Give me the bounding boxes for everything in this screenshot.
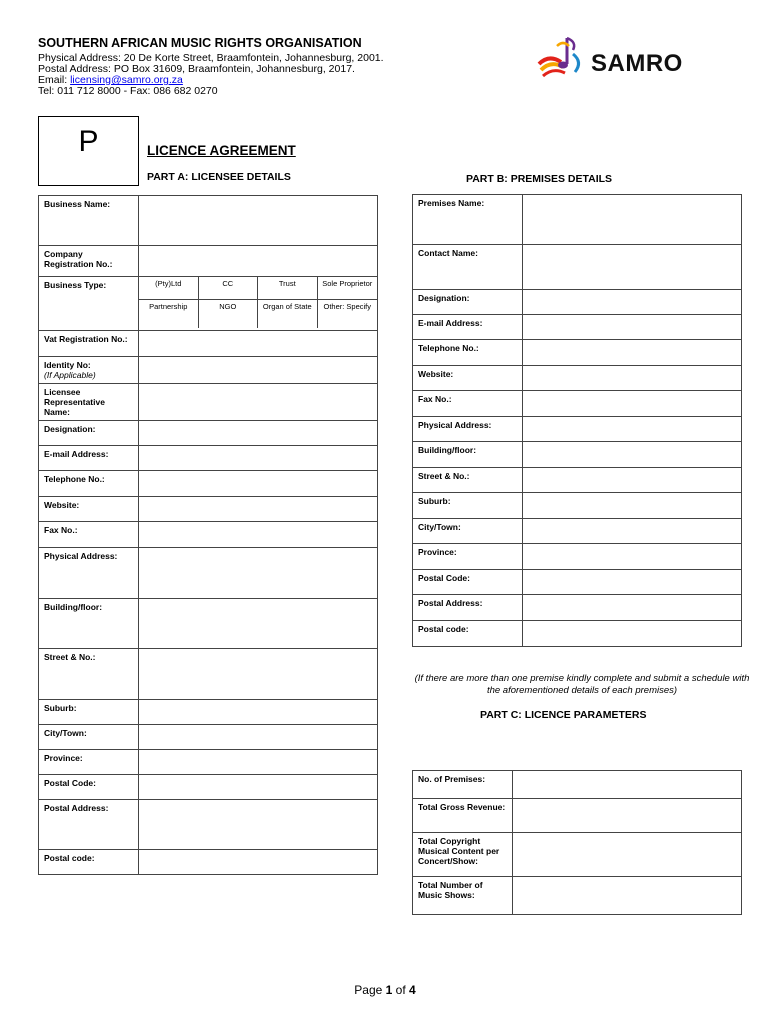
label-postal-code-a: Postal Code: [39, 775, 139, 800]
btype-ngo[interactable]: NGO [199, 300, 259, 328]
postal-address-b-field[interactable] [523, 595, 742, 621]
label-email-b: E-mail Address: [413, 315, 523, 340]
label-copyright-content: Total Copyright Musical Content per Concert/Show: [413, 833, 513, 877]
label-suburb-a: Suburb: [39, 700, 139, 725]
samro-emblem-icon [533, 34, 593, 84]
num-shows-field[interactable] [513, 877, 742, 915]
part-b-heading: PART B: PREMISES DETAILS [466, 173, 613, 185]
samro-logo [533, 34, 703, 84]
telephone-a-field[interactable] [139, 471, 378, 497]
premises-name-field[interactable] [523, 195, 742, 245]
website-b-field[interactable] [523, 366, 742, 391]
telephone-b-field[interactable] [523, 340, 742, 366]
label-fax-a: Fax No.: [39, 522, 139, 548]
email-a-field[interactable] [139, 446, 378, 471]
building-b-field[interactable] [523, 442, 742, 468]
page-prefix: Page [354, 983, 386, 997]
btype-cc[interactable]: CC [199, 277, 259, 300]
fax-b-field[interactable] [523, 391, 742, 417]
designation-a-field[interactable] [139, 421, 378, 446]
province-a-field[interactable] [139, 750, 378, 775]
physical-address: Physical Address: 20 De Korte Street, Braamfontein, Johannesburg, 2001. [38, 52, 384, 64]
btype-partnership[interactable]: Partnership [139, 300, 199, 328]
label-designation-b: Designation: [413, 290, 523, 315]
label-physical-a: Physical Address: [39, 548, 139, 599]
label-num-shows: Total Number of Music Shows: [413, 877, 513, 915]
designation-b-field[interactable] [523, 290, 742, 315]
label-province-b: Province: [413, 544, 523, 570]
physical-b-field[interactable] [523, 417, 742, 442]
btype-trust[interactable]: Trust [258, 277, 318, 300]
form-code-box: P [38, 116, 139, 186]
suburb-a-field[interactable] [139, 700, 378, 725]
label-city-b: City/Town: [413, 519, 523, 544]
website-a-field[interactable] [139, 497, 378, 522]
logo-text: SAMRO [591, 50, 683, 77]
physical-a-field[interactable] [139, 548, 378, 599]
province-b-field[interactable] [523, 544, 742, 570]
label-website-b: Website: [413, 366, 523, 391]
page-of: of [392, 983, 410, 997]
identity-note: (If Applicable) [44, 370, 96, 380]
email-b-field[interactable] [523, 315, 742, 340]
label-business-type: Business Type: [39, 277, 139, 331]
premises-note: (If there are more than one premise kindly complete and submit a schedule with the aforementioned details of each premises) [414, 673, 750, 696]
business-type-grid [139, 277, 378, 331]
identity-label-text: Identity No: [44, 360, 91, 370]
copyright-content-field[interactable] [513, 833, 742, 877]
label-premises-name: Premises Name: [413, 195, 523, 245]
label-business-name: Business Name: [39, 196, 139, 246]
postal-code-a-field[interactable] [139, 775, 378, 800]
label-gross-revenue: Total Gross Revenue: [413, 799, 513, 833]
organisation-name: SOUTHERN AFRICAN MUSIC RIGHTS ORGANISATION [38, 36, 362, 50]
page-total: 4 [409, 983, 416, 997]
label-suburb-b: Suburb: [413, 493, 523, 519]
label-website-a: Website: [39, 497, 139, 522]
city-b-field[interactable] [523, 519, 742, 544]
num-premises-field[interactable] [513, 771, 742, 799]
btype-other[interactable]: Other: Specify [323, 302, 372, 311]
label-num-premises: No. of Premises: [413, 771, 513, 799]
postal-code2-a-field[interactable] [139, 850, 378, 875]
part-a-table [38, 195, 378, 875]
part-a-heading: PART A: LICENSEE DETAILS [147, 171, 291, 183]
part-b-table [412, 194, 742, 647]
label-rep-name: Licensee Representative Name: [39, 384, 139, 421]
suburb-b-field[interactable] [523, 493, 742, 519]
page-title: LICENCE AGREEMENT [147, 143, 296, 158]
label-postal-code-b: Postal Code: [413, 570, 523, 595]
email-link[interactable]: licensing@samro.org.za [70, 74, 183, 86]
label-postal-address-b: Postal Address: [413, 595, 523, 621]
part-c-table [412, 770, 742, 915]
postal-code2-b-field[interactable] [523, 621, 742, 647]
label-telephone-b: Telephone No.: [413, 340, 523, 366]
building-a-field[interactable] [139, 599, 378, 649]
btype-sole-proprietor[interactable]: Sole Proprietor [318, 277, 378, 300]
page-number: 1 [385, 983, 393, 997]
label-company-reg: Company Registration No.: [39, 246, 139, 277]
label-identity [39, 357, 139, 384]
label-building-b: Building/floor: [413, 442, 523, 468]
label-street-a: Street & No.: [39, 649, 139, 700]
city-a-field[interactable] [139, 725, 378, 750]
company-reg-field[interactable] [139, 246, 378, 277]
label-postal-code2-a: Postal code: [39, 850, 139, 875]
btype-organ-of-state[interactable]: Organ of State [258, 300, 318, 328]
tel-fax: Tel: 011 712 8000 - Fax: 086 682 0270 [38, 85, 218, 97]
street-a-field[interactable] [139, 649, 378, 700]
fax-a-field[interactable] [139, 522, 378, 548]
label-contact-name: Contact Name: [413, 245, 523, 290]
identity-field[interactable] [139, 357, 378, 384]
label-designation-a: Designation: [39, 421, 139, 446]
label-postal-code2-b: Postal code: [413, 621, 523, 647]
label-building-a: Building/floor: [39, 599, 139, 649]
gross-revenue-field[interactable] [513, 799, 742, 833]
label-email-a: E-mail Address: [39, 446, 139, 471]
label-vat: Vat Registration No.: [39, 331, 139, 357]
vat-field[interactable] [139, 331, 378, 357]
label-postal-address-a: Postal Address: [39, 800, 139, 850]
business-name-field[interactable] [139, 196, 378, 246]
postal-code-b-field[interactable] [523, 570, 742, 595]
rep-name-field[interactable] [139, 384, 378, 421]
street-b-field[interactable] [523, 468, 742, 493]
part-c-heading: PART C: LICENCE PARAMETERS [480, 709, 647, 721]
label-city-a: City/Town: [39, 725, 139, 750]
label-telephone-a: Telephone No.: [39, 471, 139, 497]
contact-name-field[interactable] [523, 245, 742, 290]
btype-pty-ltd[interactable]: (Pty)Ltd [139, 277, 199, 300]
postal-address: Postal Address: PO Box 31609, Braamfontein, Johannesburg, 2017. [38, 63, 355, 75]
postal-address-a-field[interactable] [139, 800, 378, 850]
label-fax-b: Fax No.: [413, 391, 523, 417]
label-province-a: Province: [39, 750, 139, 775]
label-street-b: Street & No.: [413, 468, 523, 493]
label-physical-b: Physical Address: [413, 417, 523, 442]
email-label: Email: [38, 74, 71, 86]
page-footer [0, 983, 770, 997]
